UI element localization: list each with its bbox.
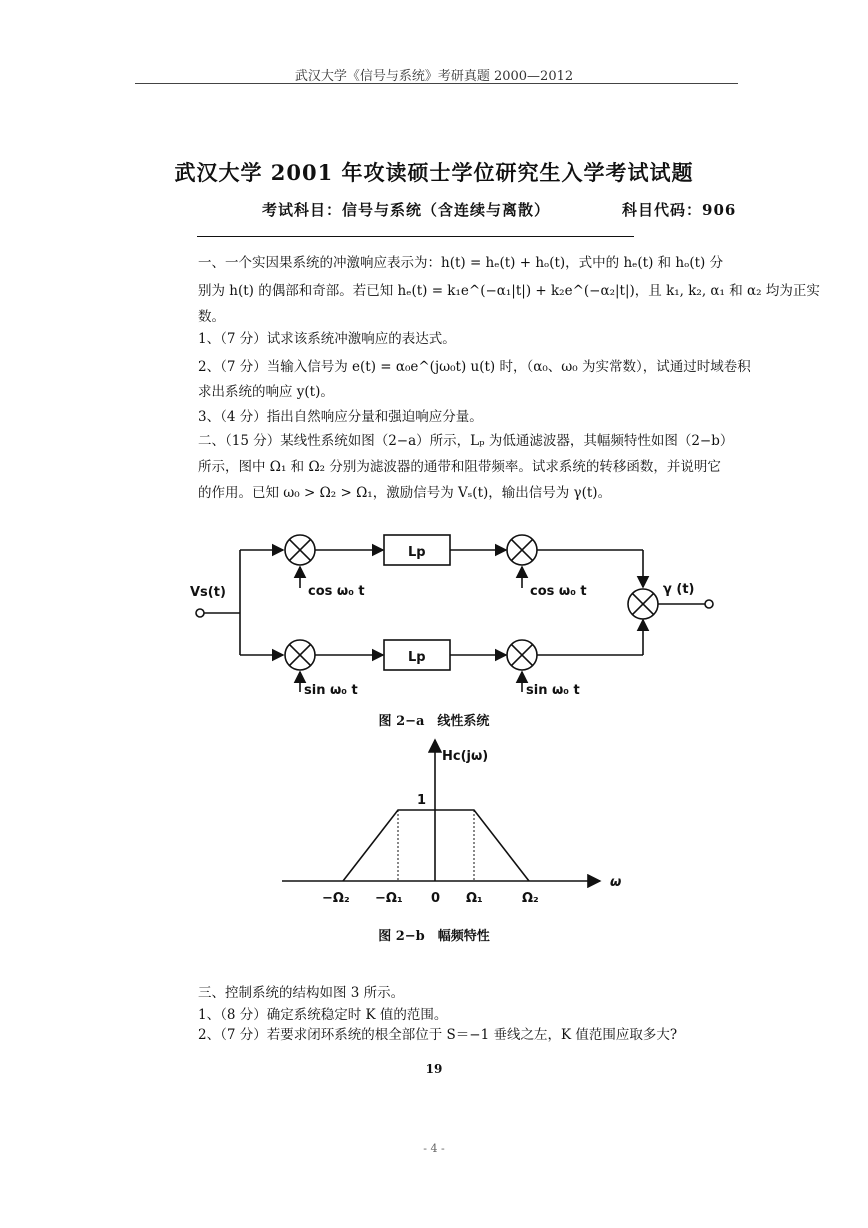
y-axis-label: Hc(jω) xyxy=(442,749,489,764)
input-label: Vs(t) xyxy=(190,585,226,600)
lower-sin-label-2: sin ω₀ t xyxy=(526,683,580,698)
exam-title: 武汉大学 2001 年攻读硕士学位研究生入学考试试题 xyxy=(174,160,694,185)
q1-sub-3: 3、（4 分）指出自然响应分量和强迫响应分量。 xyxy=(198,409,483,425)
q1-line-3: 数。 xyxy=(198,309,225,325)
tick-omega1: Ω₁ xyxy=(466,891,483,906)
q1-line-2: 别为 h(t) 的偶部和奇部。若已知 hₑ(t) = k₁e^(−α₁|t|) + k₂e^(−α₂|t|)，且 k₁, k₂, α₁ 和 α₂ 均为正实 xyxy=(198,283,820,299)
lower-sin-label-1: sin ω₀ t xyxy=(304,683,358,698)
upper-cos-label-1: cos ω₀ t xyxy=(308,584,365,599)
figure-2a-block-diagram xyxy=(180,520,740,730)
upper-multiplier-1 xyxy=(285,535,315,565)
q1-sub-2-line-1: 2、（7 分）当输入信号为 e(t) = α₀e^(jω₀t) u(t) 时，（α₀、ω₀ 为实常数），试通过时域卷积 xyxy=(198,359,751,375)
running-header: 武汉大学《信号与系统》考研真题 2000—2012 xyxy=(294,69,574,84)
upper-filter-label: Lp xyxy=(408,545,426,560)
input-terminal xyxy=(196,609,204,617)
peak-label: 1 xyxy=(417,793,427,808)
page-footer: - 4 - xyxy=(423,1142,445,1155)
page-number: 19 xyxy=(425,1062,443,1076)
output-terminal xyxy=(705,600,713,608)
q3-line-1: 三、控制系统的结构如图 3 所示。 xyxy=(198,985,405,1001)
figure-2b-caption: 图 2−b 幅频特性 xyxy=(378,929,490,944)
q3-sub-1: 1、（8 分）确定系统稳定时 K 值的范围。 xyxy=(198,1007,448,1023)
q1-sub-1: 1、（7 分）试求该系统冲激响应的表达式。 xyxy=(198,331,456,347)
header-divider xyxy=(135,83,738,84)
q3-sub-2: 2、（7 分）若要求闭环系统的根全部位于 S＝−1 垂线之左，K 值范围应取多大? xyxy=(198,1027,678,1043)
upper-multiplier-2 xyxy=(507,535,537,565)
q1-line-1: 一、一个实因果系统的冲激响应表示为：h(t) = hₑ(t) + hₒ(t)，式中的 hₑ(t) 和 hₒ(t) 分 xyxy=(198,255,724,271)
lower-multiplier-1 xyxy=(285,640,315,670)
q2-line-2: 所示，图中 Ω₁ 和 Ω₂ 分别为滤波器的通带和阻带频率。试求系统的转移函数，并说明它 xyxy=(198,459,721,475)
lower-filter-label: Lp xyxy=(408,650,426,665)
tick-neg-omega2: −Ω₂ xyxy=(322,891,350,906)
upper-cos-label-2: cos ω₀ t xyxy=(530,584,587,599)
tick-zero: 0 xyxy=(431,891,441,906)
x-axis-label: ω xyxy=(610,875,622,890)
q1-sub-2-line-2: 求出系统的响应 y(t)。 xyxy=(198,384,334,400)
subject-label: 考试科目：信号与系统（含连续与离散） xyxy=(262,201,551,219)
title-divider xyxy=(197,236,634,237)
lower-multiplier-2 xyxy=(507,640,537,670)
figure-2a-caption: 图 2−a 线性系统 xyxy=(378,714,490,729)
q2-line-3: 的作用。已知 ω₀ > Ω₂ > Ω₁，激励信号为 Vₛ(t)，输出信号为 γ(t)。 xyxy=(198,485,612,501)
subject-code: 科目代码：906 xyxy=(622,201,737,219)
q2-line-1: 二、（15 分）某线性系统如图（2−a）所示，Lₚ 为低通滤波器，其幅频特性如图（2−b） xyxy=(198,433,734,449)
output-label: γ (t) xyxy=(663,582,695,597)
figure-2b-magnitude-plot xyxy=(270,735,650,915)
subject-line xyxy=(262,199,737,220)
magnitude-trapezoid xyxy=(343,810,529,881)
tick-omega2: Ω₂ xyxy=(522,891,539,906)
tick-neg-omega1: −Ω₁ xyxy=(375,891,403,906)
output-multiplier xyxy=(628,589,658,619)
